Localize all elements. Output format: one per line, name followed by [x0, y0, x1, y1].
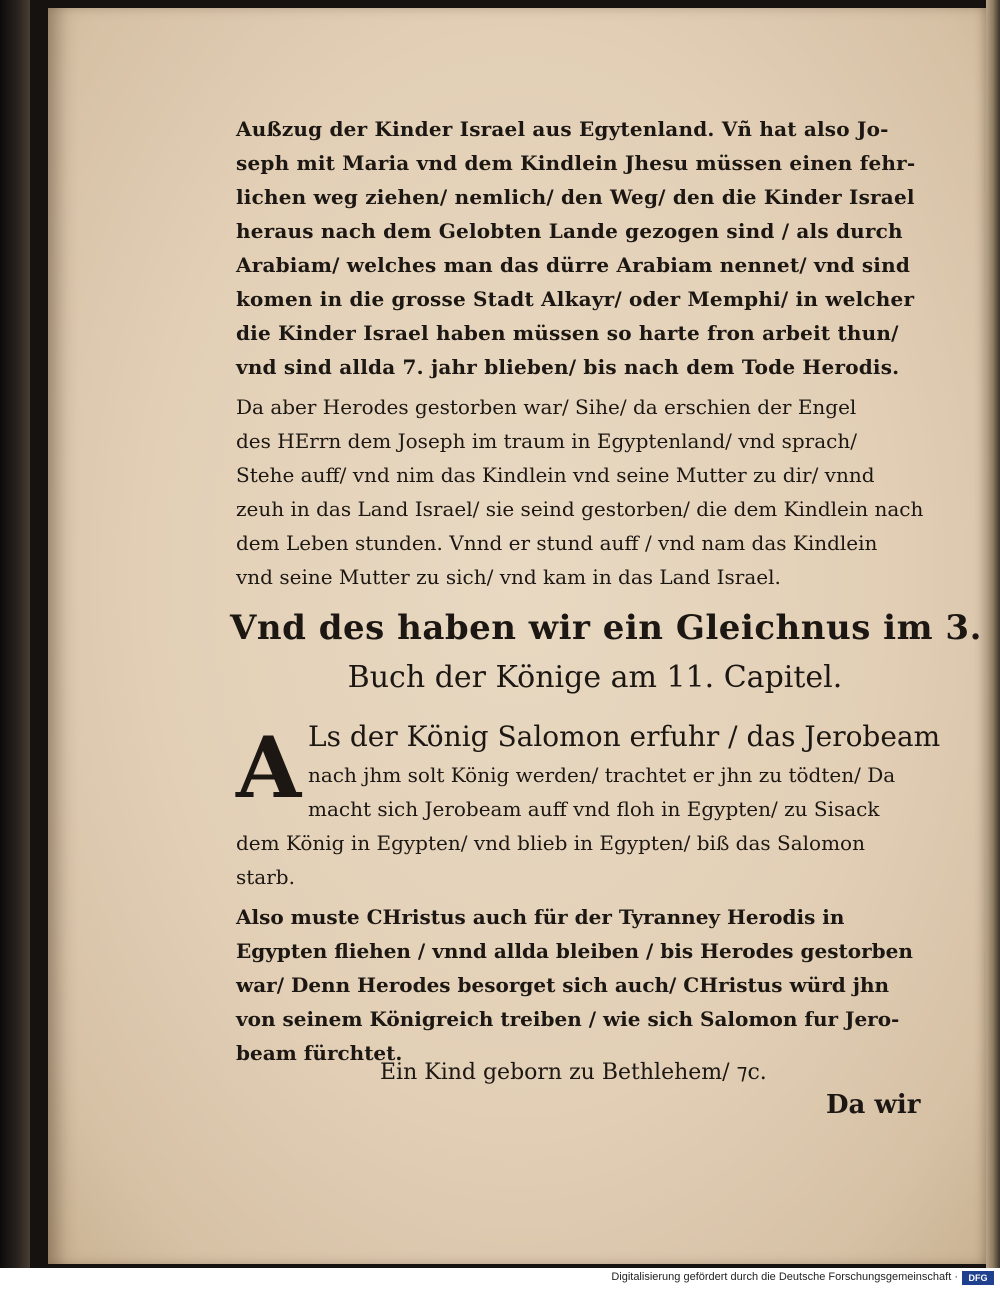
page-edge [986, 0, 1000, 1268]
text-line: heraus nach dem Gelobten Lande gezogen sind / als durch [236, 219, 903, 243]
text-line: dem König in Egypten/ vnd blieb in Egypten/ biß das Salomon [236, 831, 865, 855]
footer-bar [0, 1268, 1000, 1290]
text-line: starb. [236, 865, 295, 889]
text-line: komen in die grosse Stadt Alkayr/ oder Memphi/ in welcher [236, 287, 915, 311]
text-line: Ls der König Salomon erfuhr / das Jerobeam [308, 720, 941, 753]
text-line: von seinem Königreich treiben / wie sich Salomon fur Jero- [236, 1007, 900, 1031]
text-line: beam fürchtet. [236, 1041, 403, 1065]
text-line: dem Leben stunden. Vnnd er stund auff / vnd nam das Kindlein [236, 531, 878, 555]
text-line: des HErrn dem Joseph im traum in Egyptenland/ vnd sprach/ [236, 429, 857, 453]
text-line: Da aber Herodes gestorben war/ Sihe/ da erschien der Engel [236, 395, 857, 419]
catchword: Da wir [826, 1090, 921, 1120]
text-line: Außzug der Kinder Israel aus Egytenland. Vñ hat also Jo- [236, 117, 889, 141]
text-line: lichen weg ziehen/ nemlich/ den Weg/ den die Kinder Israel [236, 185, 915, 209]
drop-cap: A [236, 718, 302, 817]
funding-notice: Digitalisierung gefördert durch die Deutsche Forschungsgemeinschaft · [611, 1271, 958, 1283]
text-line: nach jhm solt König werden/ trachtet er jhn zu tödten/ Da [308, 763, 896, 787]
text-line: macht sich Jerobeam auff vnd floh in Egypten/ zu Sisack [308, 797, 880, 821]
hymn-refrain: Ein Kind geborn zu Bethlehem/ ⁊c. [380, 1060, 767, 1085]
text-line: Also muste CHristus auch für der Tyranney Herodis in [236, 905, 845, 929]
text-line: vnd sind allda 7. jahr blieben/ bis nach dem Tode Herodis. [236, 355, 900, 379]
text-line: die Kinder Israel haben müssen so harte fron arbeit thun/ [236, 321, 899, 345]
text-line: vnd seine Mutter zu sich/ vnd kam in das Land Israel. [236, 565, 781, 589]
text-line: Egypten fliehen / vnnd allda bleiben / bis Herodes gestorben [236, 939, 913, 963]
text-line: war/ Denn Herodes besorget sich auch/ CHristus würd jhn [236, 973, 890, 997]
book-spine [0, 0, 30, 1268]
text-line: zeuh in das Land Israel/ sie seind gestorben/ die dem Kindlein nach [236, 497, 924, 521]
dfg-logo: DFG [962, 1271, 994, 1285]
heading-line: Buch der Könige am 11. Capitel. [347, 660, 843, 695]
text-line: Arabiam/ welches man das dürre Arabiam nennet/ vnd sind [236, 253, 911, 277]
text-line: Stehe auff/ vnd nim das Kindlein vnd seine Mutter zu dir/ vnnd [236, 463, 875, 487]
text-line: seph mit Maria vnd dem Kindlein Jhesu müssen einen fehr- [236, 151, 916, 175]
heading-line: Vnd des haben wir ein Gleichnus im 3. [230, 608, 982, 648]
